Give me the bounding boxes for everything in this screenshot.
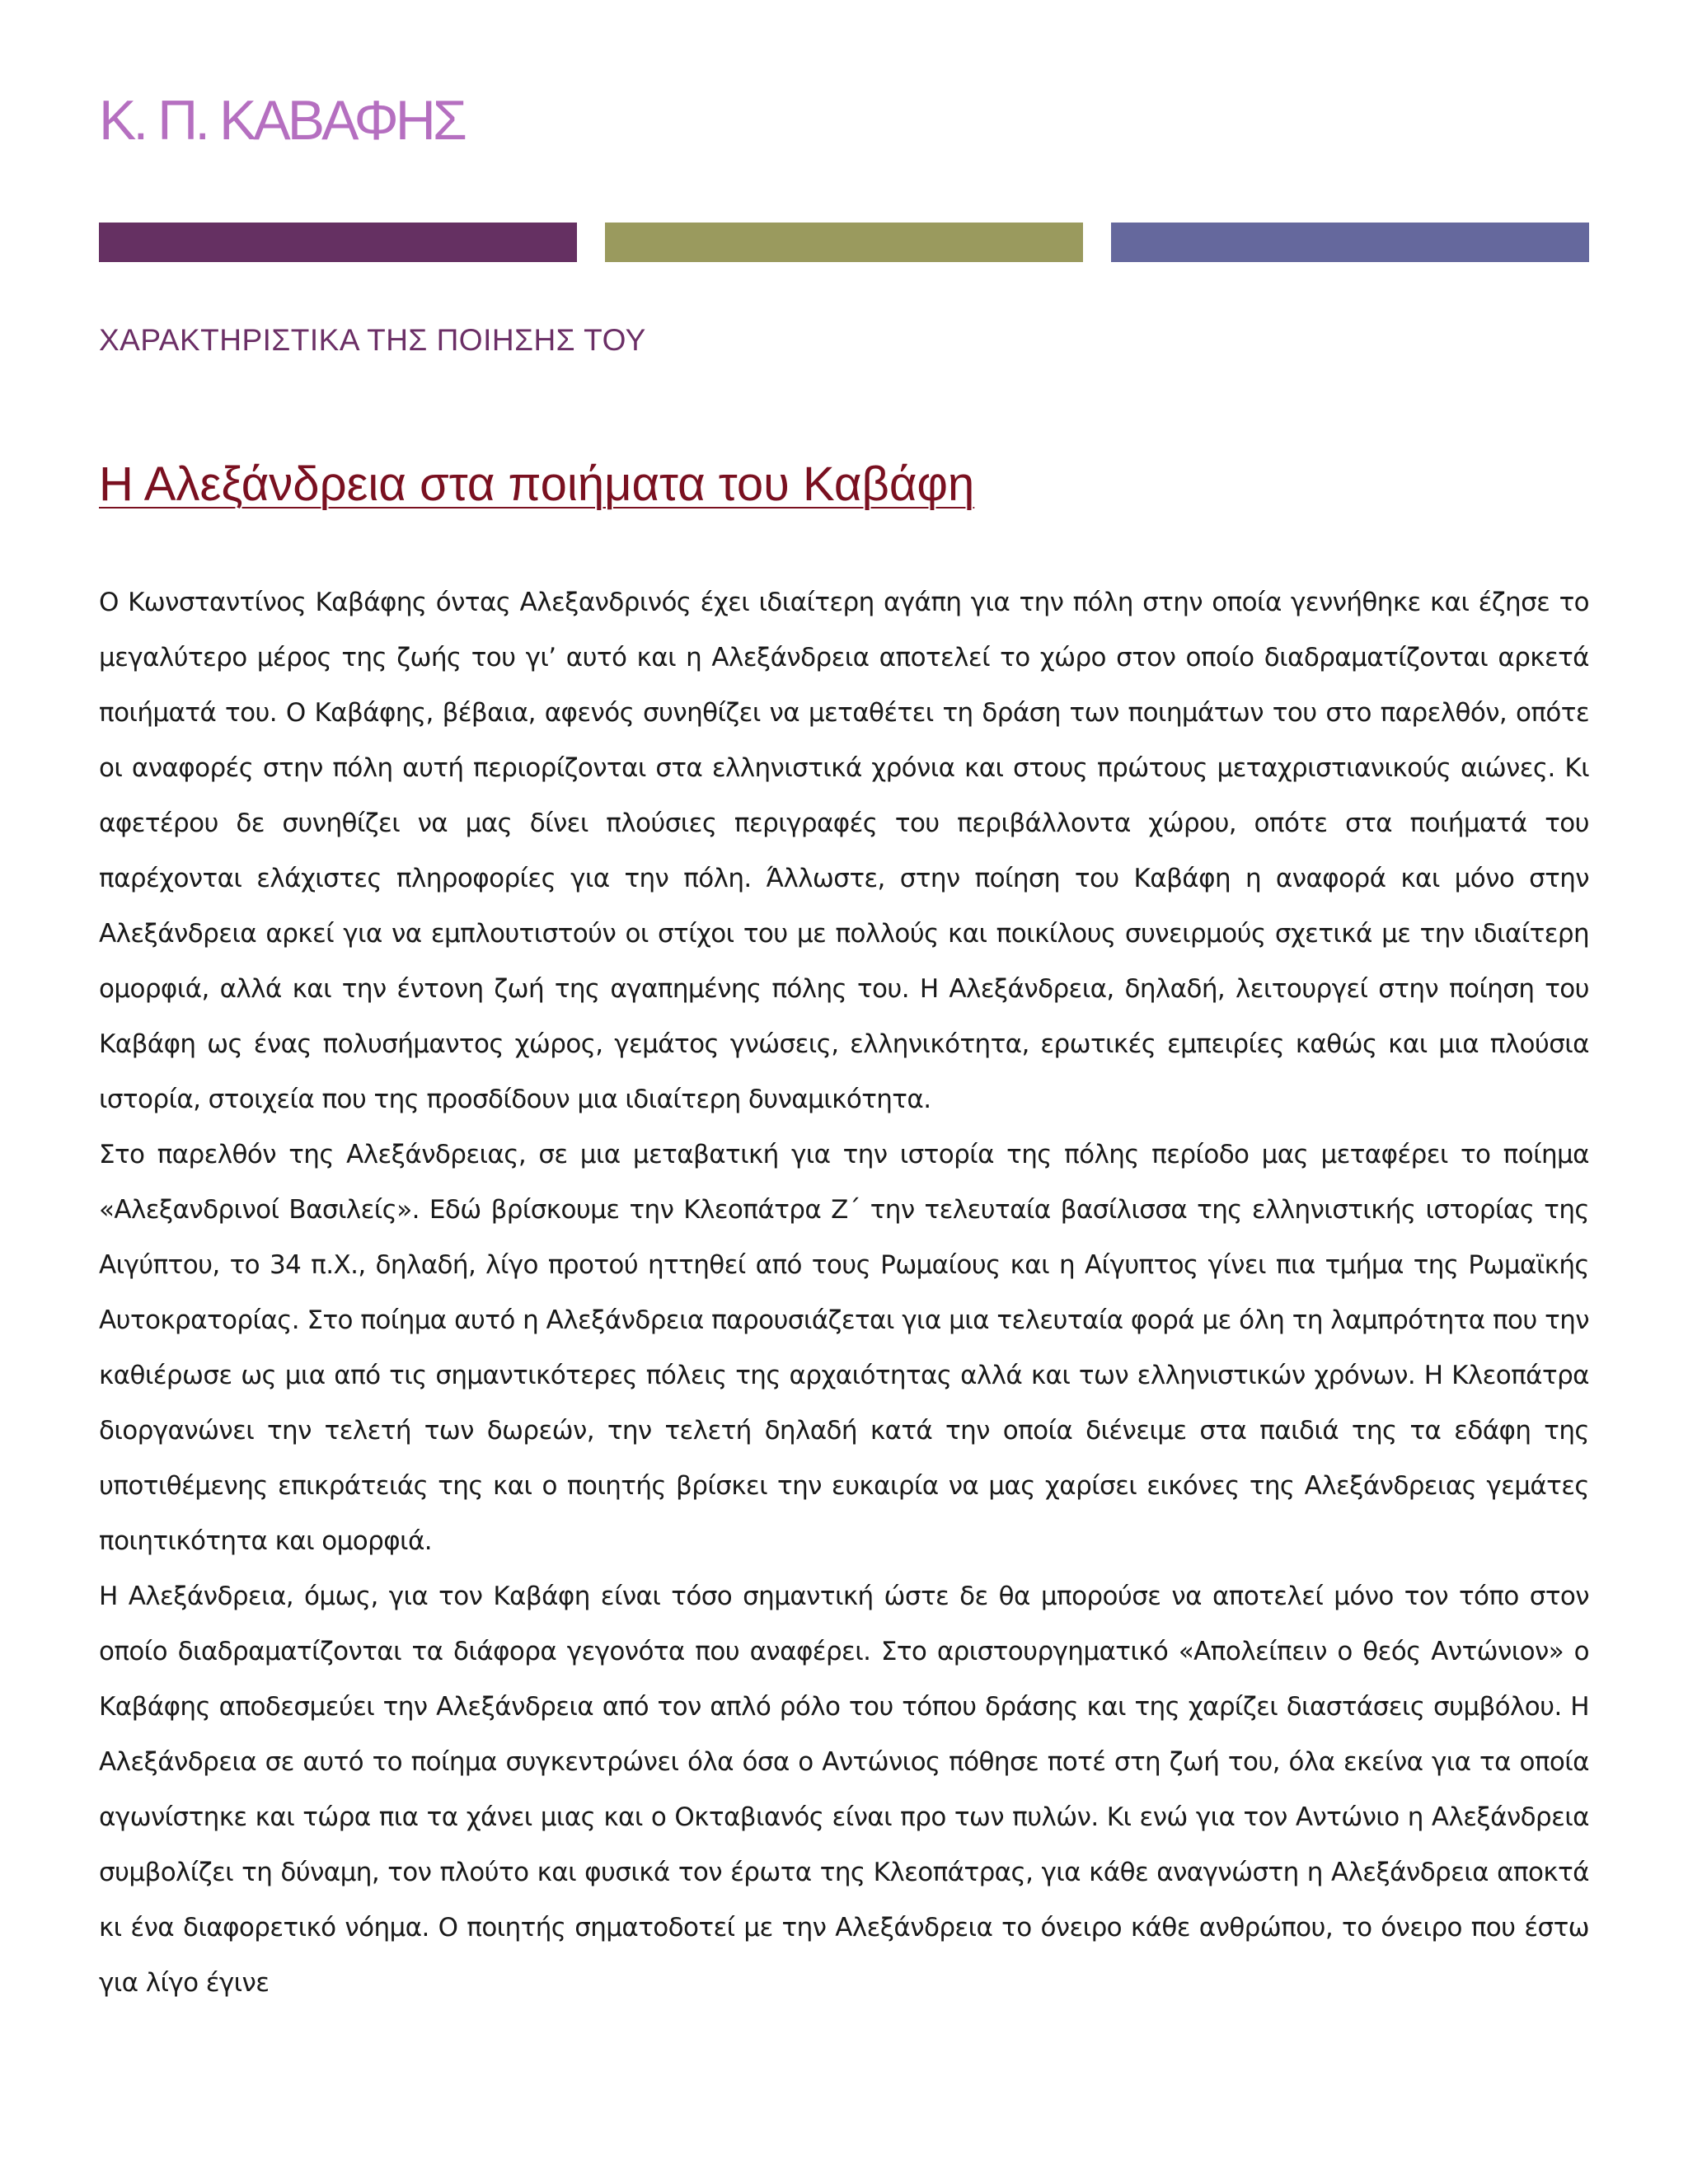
paragraph: Στο παρελθόν της Αλεξάνδρειας, σε μια μεταβατική για την ιστορία της πόλης περίοδο μας μεταφέρει το ποίημα «Αλεξανδρινοί Βασιλείς». Εδώ βρίσκουμε την Κλεοπάτρα Ζ΄ την τελευταία βασίλισσα της ελληνιστικής ιστορίας της Αιγύπτου, το 34 π.Χ., δηλαδή, λίγο προτού ηττηθεί από τους Ρωμαίους και η Αίγυπτος γίνει πια τμήμα της Ρωμαϊκής Αυτοκρατορίας. Στο ποίημα αυτό η Αλεξάνδρεια παρουσιάζεται για μια τελευταία φορά με όλη τη λαμπρότητα που την καθιέρωσε ως μια από τις σημαντικότερες πόλεις της αρχαιότητας αλλά και των ελληνιστικών χρόνων. Η Κλεοπάτρα διοργανώνει την τελετή των δωρεών, την τελετή δηλαδή κατά την οποία διένειμε στα παιδιά της τα εδάφη της υποτιθέμενης επικράτειάς της και ο ποιητής βρίσκει την ευκαιρία να μας χαρίσει εικόνες της Αλεξάνδρειας γεμάτες ποιητικότητα και ομορφιά. (99, 1140, 1589, 1556)
article-body (99, 575, 1589, 2011)
paragraph: Η Αλεξάνδρεια, όμως, για τον Καβάφη είναι τόσο σημαντική ώστε δε θα μπορούσε να αποτελεί μόνο τον τόπο στον οποίο διαδραματίζονται τα διάφορα γεγονότα που αναφέρει. Στο αριστουργηματικό «Απολείπειν ο θεός Αντώνιον» ο Καβάφης αποδεσμεύει την Αλεξάνδρεια από τον απλό ρόλο του τόπου δράσης και της χαρίζει διαστάσεις συμβόλου. Η Αλεξάνδρεια σε αυτό το ποίημα συγκεντρώνει όλα όσα ο Αντώνιος πόθησε ποτέ στη ζωή του, όλα εκείνα για τα οποία αγωνίστηκε και τώρα πια τα χάνει μιας και ο Οκταβιανός είναι προ των πυλών. Κι ενώ για τον Αντώνιο η Αλεξάνδρεια συμβολίζει τη δύναμη, τον πλούτο και φυσικά τον έρωτα της Κλεοπάτρας, για κάθε αναγνώστη η Αλεξάνδρεια αποκτά κι ένα διαφορετικό νόημα. Ο ποιητής σηματοδοτεί με την Αλεξάνδρεια το όνειρο κάθε ανθρώπου, το όνειρο που έστω για λίγο έγινε (99, 1582, 1589, 1998)
color-bar-purple (99, 223, 577, 262)
brand-title: Κ. Π. ΚΑΒΑΦΗΣ (99, 89, 464, 152)
color-bars (99, 223, 1589, 262)
section-subtitle: ΧΑΡΑΚΤΗΡΙΣΤΙΚΑ ΤΗΣ ΠΟΙΗΣΗΣ ΤΟΥ (99, 323, 646, 357)
article-title: Η Αλεξάνδρεια στα ποιήματα του Καβάφη (99, 457, 975, 511)
color-bar-olive (605, 223, 1083, 262)
paragraph: Ο Κωνσταντίνος Καβάφης όντας Αλεξανδρινός έχει ιδιαίτερη αγάπη για την πόλη στην οποία γεννήθηκε και έζησε το μεγαλύτερο μέρος της ζωής του γι’ αυτό και η Αλεξάνδρεια αποτελεί το χώρο στον οποίο διαδραματίζονται αρκετά ποιήματά του. Ο Καβάφης, βέβαια, αφενός συνηθίζει να μεταθέτει τη δράση των ποιημάτων του στο παρελθόν, οπότε οι αναφορές στην πόλη αυτή περιορίζονται στα ελληνιστικά χρόνια και στους πρώτους μεταχριστιανικούς αιώνες. Κι αφετέρου δε συνηθίζει να μας δίνει πλούσιες περιγραφές του περιβάλλοντα χώρου, οπότε στα ποιήματά του παρέχονται ελάχιστες πληροφορίες για την πόλη. Άλλωστε, στην ποίηση του Καβάφη η αναφορά και μόνο στην Αλεξάνδρεια αρκεί για να εμπλουτιστούν οι στίχοι του με πολλούς και ποικίλους συνειρμούς σχετικά με την ιδιαίτερη ομορφιά, αλλά και την έντονη ζωή της αγαπημένης πόλης του. Η Αλεξάνδρεια, δηλαδή, λειτουργεί στην ποίηση του Καβάφη ως ένας πολυσήμαντος χώρος, γεμάτος γνώσεις, ελληνικότητα, ερωτικές εμπειρίες καθώς και μια πλούσια ιστορία, στοιχεία που της προσδίδουν μια ιδιαίτερη δυναμικότητα. (99, 588, 1589, 1114)
color-bar-blue (1111, 223, 1589, 262)
